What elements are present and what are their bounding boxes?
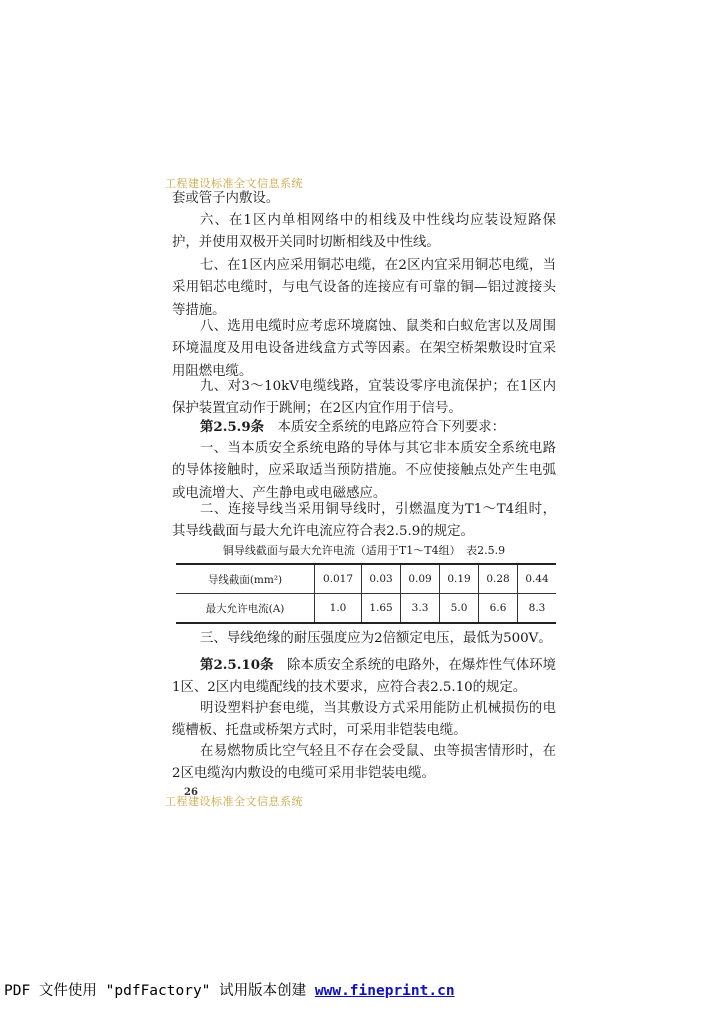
- row-label: 最大允许电流(A): [176, 594, 315, 624]
- table-cell: 5.0: [440, 594, 479, 624]
- article-text: 本质安全系统的电路应符合下列要求：: [277, 420, 506, 435]
- article-heading: 第2.5.9条: [200, 419, 265, 435]
- table-cell: 0.017: [315, 564, 362, 594]
- watermark-bottom: 工程建设标准全文信息系统: [165, 795, 303, 808]
- table-cell: 0.28: [479, 564, 518, 594]
- table-cell: 8.3: [518, 594, 556, 624]
- article-2-5-10: [172, 654, 556, 700]
- footer-link[interactable]: www.fineprint.cn: [314, 983, 455, 999]
- table-cell: 3.3: [401, 594, 440, 624]
- table-row: [176, 594, 556, 624]
- table-row: [176, 564, 556, 594]
- table-cell: 1.65: [362, 594, 401, 624]
- row-label: 导线截面(mm²): [176, 564, 315, 594]
- footer-text: PDF 文件使用 "pdfFactory" 试用版本创建: [4, 983, 315, 999]
- paragraph-cable-tray: 明设塑料护套电缆，当其敷设方式采用能防止机械损伤的电缆槽板、托盘或桥架方式时，可采用非铠装电缆。: [172, 701, 556, 739]
- table-title: 铜导线截面与最大允许电流（适用于T1～T4组） 表2.5.9: [222, 544, 506, 557]
- table-cell: 1.0: [315, 594, 362, 624]
- table-cell: 0.09: [401, 564, 440, 594]
- table-cell: 0.44: [518, 564, 556, 594]
- watermark-top: 工程建设标准全文信息系统: [165, 177, 303, 190]
- paragraph-req-2: 二、连接导线当采用铜导线时，引燃温度为T1～T4组时，其导线截面与最大允许电流应符合表2.5.9的规定。: [172, 502, 556, 540]
- table-cell: 0.03: [362, 564, 401, 594]
- table-cell: 6.6: [479, 594, 518, 624]
- cable-table: [176, 563, 556, 624]
- table-cell: 0.19: [440, 564, 479, 594]
- paragraph-item-9: 九、对3～10kV电缆线路，宜装设零序电流保护；在1区内保护装置宜动作于跳闸；在2区内宜作用于信号。: [172, 379, 556, 417]
- article-heading: 第2.5.10条: [200, 657, 274, 673]
- article-2-5-9: [172, 416, 556, 439]
- paragraph-item-6: 六、在1区内单相网络中的相线及中性线均应装设短路保护，并使用双极开关同时切断相线及中性线。: [172, 213, 556, 251]
- paragraph-req-3: 三、导线绝缘的耐压强度应为2倍额定电压，最低为500V。: [200, 631, 552, 646]
- page-number: 26: [184, 787, 198, 798]
- paragraph-continued: 套或管子内敷设。: [172, 191, 280, 206]
- paragraph-req-1: 一、当本质安全系统电路的导体与其它非本质安全系统电路的导体接触时，应采取适当预防措施。不应使接触点处产生电弧或电流增大、产生静电或电磁感应。: [172, 441, 556, 501]
- paragraph-item-8: 八、选用电缆时应考虑环境腐蚀、鼠类和白蚁危害以及周围环境温度及用电设备进线盒方式等因素。在架空桥架敷设时宜采用阻燃电缆。: [172, 319, 556, 379]
- pdf-footer: [4, 979, 455, 1000]
- paragraph-item-7: 七、在1区内应采用铜芯电缆，在2区内宜采用铜芯电缆，当采用铝芯电缆时，与电气设备的连接应有可靠的铜—铝过渡接头等措施。: [172, 258, 556, 318]
- paragraph-cable-trench: 在易燃物质比空气轻且不存在会受鼠、虫等损害情形时，在2区电缆沟内敷设的电缆可采用非铠装电缆。: [172, 744, 556, 782]
- article-text: 除本质安全系统的电路外，在爆炸性气体环境1区、2区内电缆配线的技术要求，应符合表2.5.10的规定。: [172, 658, 557, 696]
